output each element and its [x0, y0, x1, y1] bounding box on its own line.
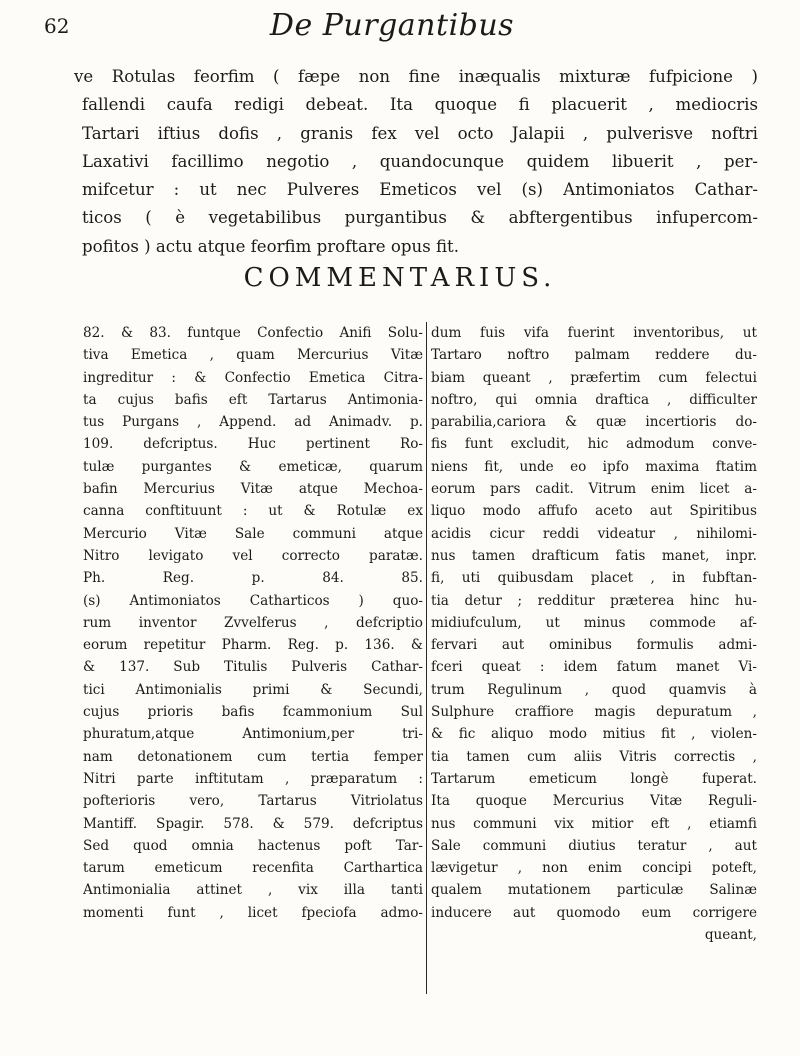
right-column-line: dum fuis vifa fuerint inventoribus, ut — [431, 325, 757, 341]
right-column-line: biam queant , præfertim cum felectui — [431, 369, 757, 386]
left-column-line: tici Antimonialis primi & Secundi, — [83, 681, 423, 698]
right-column — [431, 322, 757, 946]
left-column-line: Mantiff. Spagir. 578. & 579. defcriptus — [83, 815, 423, 832]
left-column-line: tiva Emetica , quam Mercurius Vitæ — [83, 347, 423, 364]
right-column-line: parabilia,cariora & quæ incertioris do- — [431, 414, 757, 431]
running-title: De Purgantibus — [269, 8, 515, 43]
left-column-line: Nitro levigato vel correcto paratæ. — [83, 547, 423, 564]
left-column-line: 82. & 83. funtque Confectio Anifi Solu- — [83, 325, 423, 341]
left-column-line: tus Purgans , Append. ad Animadv. p. — [83, 414, 423, 431]
right-column-line: Sulphure craffiore magis depuratum , — [431, 704, 757, 721]
left-column-line: & 137. Sub Titulis Pulveris Cathar- — [83, 659, 423, 676]
intro-line: pofitos ) actu atque feorfim proftare opus fit. — [82, 236, 459, 256]
right-column-line: inducere aut quomodo eum corrigere — [431, 904, 757, 921]
intro-line: mifcetur : ut nec Pulveres Emeticos vel (s) Antimoniatos Cathar- — [82, 180, 758, 200]
right-column-line: nus communi vix mitior eft , etiamfi — [431, 815, 757, 832]
left-column-line: tulæ purgantes & emeticæ, quarum — [83, 458, 423, 475]
right-column-line: niens fit, unde eo ipfo maxima ftatim — [431, 458, 757, 475]
section-title: COMMENTARIUS. — [243, 263, 557, 293]
left-column-line: pofterioris vero, Tartarus Vitriolatus — [83, 793, 423, 810]
intro-line: Laxativi facillimo negotio , quandocunque quidem libuerit , per- — [82, 151, 758, 171]
right-column-line: Ita quoque Mercurius Vitæ Reguli- — [431, 793, 757, 810]
left-column-line: Sed quod omnia hactenus poft Tar- — [83, 837, 423, 854]
left-column-line: momenti funt , licet fpeciofa admo- — [83, 904, 423, 921]
right-column-line: Sale communi diutius teratur , aut — [431, 837, 757, 854]
intro-line: Tartari iftius dofis , granis fex vel octo Jalapii , pulverisve noftri — [82, 123, 758, 143]
right-column-line: tia detur ; redditur præterea hinc hu- — [431, 592, 757, 609]
left-column-line: Antimonialia attinet , vix illa tanti — [83, 882, 423, 899]
right-column-line: acidis cicur reddi videatur , nihilomi- — [431, 525, 757, 542]
right-column-line: tia tamen cum aliis Vitris correctis , — [431, 748, 757, 765]
left-column-line: (s) Antimoniatos Catharticos ) quo- — [83, 592, 423, 609]
left-column-line: phuratum,atque Antimonium,per tri- — [83, 726, 423, 743]
left-column-line: Ph. Reg. p. 84. 85. — [83, 570, 423, 587]
left-column-line: bafin Mercurius Vitæ atque Mechoa- — [83, 481, 423, 498]
right-column-line: queant, — [704, 927, 757, 944]
left-column-line: ingreditur : & Confectio Emetica Citra- — [83, 369, 423, 386]
right-column-line: trum Regulinum , quod quamvis à — [431, 681, 757, 698]
intro-line: fallendi caufa redigi debeat. Ita quoque fi placuerit , mediocris — [82, 95, 758, 115]
right-column-line: fi, uti quibusdam placet , in fubftan- — [431, 570, 757, 587]
left-column — [83, 322, 423, 924]
page-header — [44, 8, 740, 48]
right-column-line: fervari aut ominibus formulis admi- — [431, 637, 757, 654]
right-column-line: lævigetur , non enim concipi poteft, — [431, 860, 757, 877]
intro-line: ticos ( è vegetabilibus purgantibus & abftergentibus infupercom- — [82, 208, 758, 228]
column-divider — [426, 322, 427, 994]
left-column-line: rum inventor Zvvelferus , defcriptio — [83, 614, 423, 631]
left-column-line: nam detonationem cum tertia femper — [83, 748, 423, 765]
right-column-line: fceri queat : idem fatum manet Vi- — [431, 659, 757, 676]
right-column-line: Tartaro noftro palmam reddere du- — [431, 347, 757, 364]
left-column-line: tarum emeticum recenfita Carthartica — [83, 860, 423, 877]
right-column-line: qualem mutationem particulæ Salinæ — [431, 882, 757, 899]
left-column-line: canna conftituunt : ut & Rotulæ ex — [83, 503, 423, 520]
right-column-line: noftro, qui omnia draftica , difficulter — [431, 391, 757, 408]
right-column-line: eorum pars cadit. Vitrum enim licet a- — [431, 481, 757, 498]
left-column-line: 109. defcriptus. Huc pertinent Ro- — [83, 436, 423, 453]
page-number: 62 — [44, 14, 70, 38]
intro-line: ve Rotulas feorfim ( fæpe non fine inæqualis mixturæ fufpicione ) — [74, 67, 758, 86]
right-column-line: midiufculum, ut minus commode af- — [431, 614, 757, 631]
right-column-line: & fic aliquo modo mitius fit , violen- — [431, 726, 757, 743]
right-column-line: fis funt excludit, hic admodum conve- — [431, 436, 757, 453]
right-column-line: liquo modo affufo aceto aut Spiritibus — [431, 503, 757, 520]
right-column-line: Tartarum emeticum longè fuperat. — [431, 770, 757, 787]
intro-paragraph — [74, 63, 758, 261]
left-column-line: cujus prioris bafis fcammonium Sul — [83, 704, 423, 721]
left-column-line: ta cujus bafis eft Tartarus Antimonia- — [83, 391, 423, 408]
right-column-line: nus tamen drafticum fatis manet, inpr. — [431, 547, 757, 564]
left-column-line: Nitri parte inftitutam , præparatum : — [83, 770, 423, 787]
left-column-line: Mercurio Vitæ Sale communi atque — [83, 525, 423, 542]
left-column-line: eorum repetitur Pharm. Reg. p. 136. & — [83, 637, 423, 654]
